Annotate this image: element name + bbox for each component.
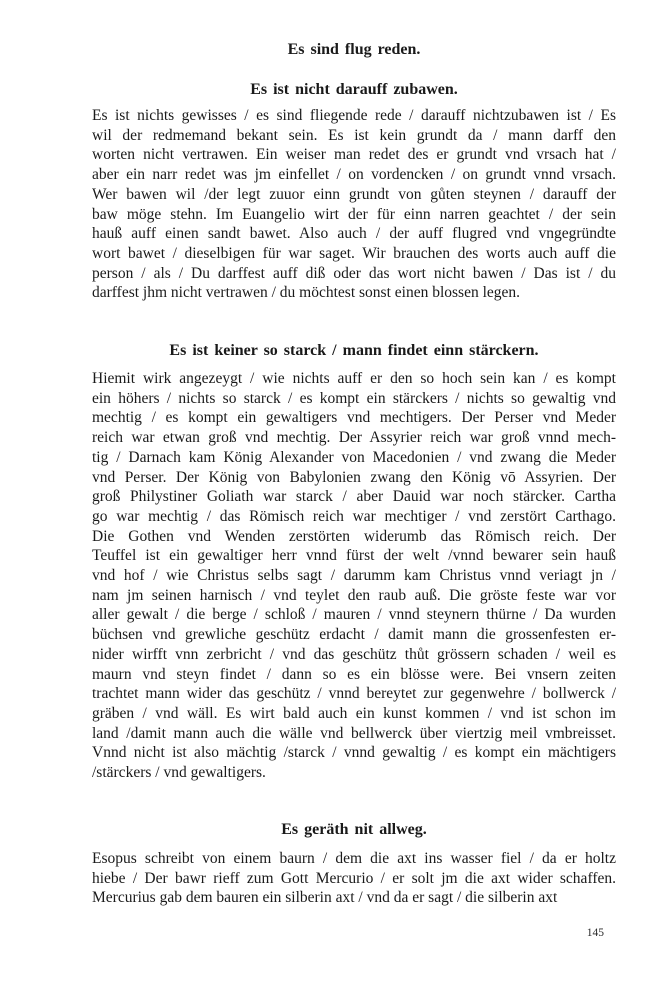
text-line: gräben / vnd wäll. Es wirt bald auch ein kunst kommen / vnd ist schon im <box>92 704 616 722</box>
text-line: worten nicht vertrawen. Ein weiser man redet des er grundt vnd vrsach hat / <box>92 146 616 164</box>
text-line: aber ein narr redet was jm einfellet / on vordencken / on grundt vnnd vrsach. <box>92 166 616 184</box>
text-line: maurn vnd steyn findet / dann so es ein blösse were. Bei vnsern zeiten <box>92 665 616 683</box>
text-line: nam jm seinen harnisch / vnd teylet den raub auß. Die gröste feste war vor <box>92 586 616 604</box>
text-line: /stärckers / vnd gewaltigers. <box>92 764 266 782</box>
text-line: wort bawet / dieselbigen für war saget. Wir brauchen des worts auch auff die <box>92 244 616 262</box>
text-line: hauß auff einen sandt bawet. Also auch / der auff flugred vnd vngegründte <box>92 225 616 243</box>
text-line: Hiemit wirk angezeygt / wie nichts auff er den so hoch sein kan / es kompt <box>92 370 616 387</box>
text-line: go war mechtig / das Römisch reich war mechtiger / vnd zerstört Carthago. <box>92 507 616 525</box>
text-line: person / als / Du darffest auff diß oder das wort nicht bawen / Das ist / du <box>92 264 616 282</box>
section-heading-3: Es geräth nit allweg. <box>281 821 427 838</box>
text-line: trachtet mann wider das geschütz / vnnd bereytet zur gegenwehre / bollwerck / <box>92 685 616 703</box>
section-paragraph-2 <box>92 369 616 783</box>
text-line: Mercurius gab dem bauren ein silberin axt / vnd da er sagt / die silberin axt <box>92 889 558 907</box>
text-line: Es ist nichts gewisses / es sind fliegende rede / darauff nichtzubawen ist / Es <box>92 107 616 124</box>
text-line: vnd Perser. Der König von Babylonien zwang den König vō Assyrien. Der <box>92 468 616 486</box>
text-line: nider wirfft vnn zerbricht / vnd das geschütz thůt grössern schaden / weil es <box>92 645 616 663</box>
section-heading-1: Es ist nicht darauff zubawen. <box>250 81 458 98</box>
text-line: Vnnd nicht ist also mächtig /starck / vnnd gewaltig / es kompt ein mächtigers <box>92 744 616 762</box>
section-paragraph-3 <box>92 849 616 908</box>
text-line: büchsen vnd grewliche geschütz erdacht / damit mann die grossenfesten er- <box>92 626 616 644</box>
text-line: darffest jhm nicht vertrawen / du möchtest sonst einen blossen legen. <box>92 284 521 302</box>
text-line: tig / Darnach kam König Alexander von Macedonien / vnd zwang die Meder <box>92 448 616 466</box>
text-line: groß Philystiner Goliath war starck / aber Dauid war noch stärcker. Cartha <box>92 488 616 506</box>
text-line: hiebe / Der bawr rieff zum Gott Mercurio / er solt jm die axt wider schaffen. <box>92 869 616 887</box>
text-line: Teuffel ist ein gewaltiger herr vnnd fürst der welt /vnnd bewarer sein hauß <box>92 547 616 565</box>
text-line: aller gewalt / die berge / schloß / mauren / vnnd steynern thürne / Da wurden <box>92 606 616 624</box>
text-line: vnd hof / wie Christus selbs sagt / darumm kam Christus vnnd veriagt jn / <box>92 567 616 585</box>
text-line: reich war etwan groß vnd mechtig. Der Assyrier reich war groß vnnd mech- <box>92 429 616 447</box>
text-line: wil der redmemand bekant sein. Es ist kein grundt da / mann darff den <box>92 126 616 144</box>
text-line: mechtig / es kompt ein gewaltigers vnd mechtigers. Der Perser vnd Meder <box>92 409 616 427</box>
text-line: Die Gothen vnd Wenden zerstörten widerumb das Römisch reich. Der <box>92 527 616 545</box>
text-line: ein höhers / nichts so starck / es kompt ein stärckers / nichts so gewaltig vnd <box>92 389 616 407</box>
section-heading-2: Es ist keiner so starck / mann findet einn stärckern. <box>169 342 539 359</box>
section-paragraph-1 <box>92 106 616 303</box>
page-number: 145 <box>586 927 604 939</box>
text-line: land /damit mann auch die wälle vnd bellwerck über viertzig meil vmbreisset. <box>92 724 616 742</box>
page-title: Es sind flug reden. <box>287 41 421 58</box>
text-line: Esopus schreibt von einem baurn / dem die axt ins wasser fiel / da er holtz <box>92 850 616 867</box>
text-line: baw möge stehn. Im Euangelio wirt der für einn narren geachtet / der sein <box>92 205 616 223</box>
text-line: Wer bawen wil /der legt zuuor einn grundt von gůten steynen / darauff der <box>92 185 616 203</box>
